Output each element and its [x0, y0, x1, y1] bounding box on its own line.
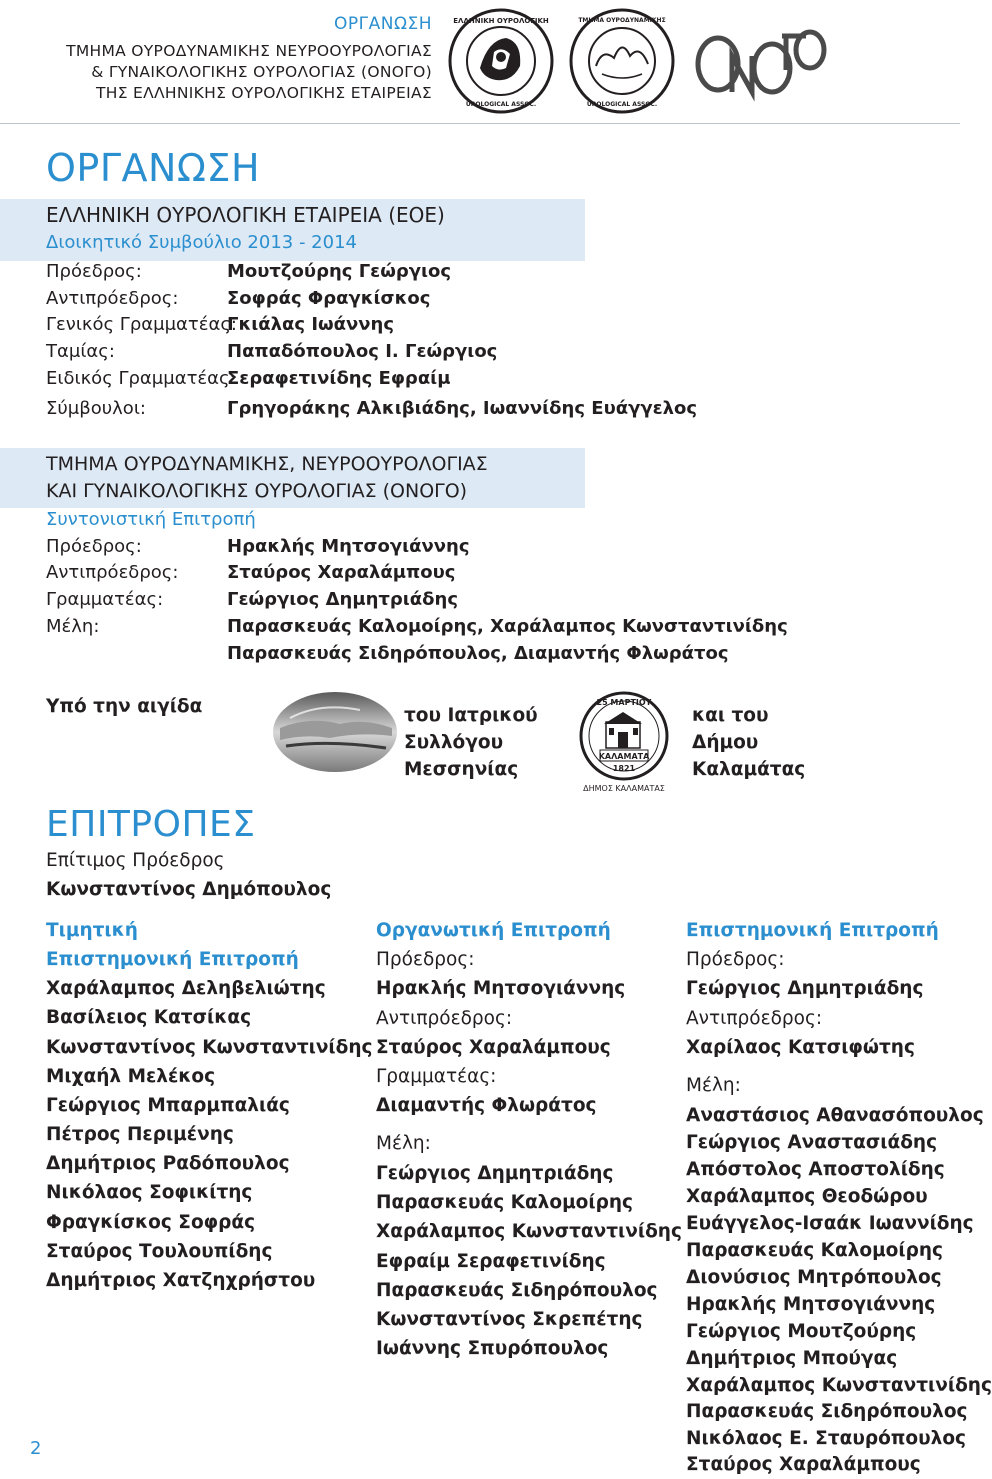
scientific-committee — [686, 0, 992, 1479]
col1-line: Δημήτριος Ραδόπουλος — [46, 1153, 290, 1174]
eoe-label: Γενικός Γραμματέας: — [46, 314, 237, 335]
seal-top-text: 25 ΜΑΡΤΙΟΥ — [596, 698, 652, 707]
honorary-scientific-committee — [46, 0, 373, 1479]
eoe-value: Σεραφετινίδης Εφραίμ — [227, 368, 451, 389]
eoe-label: Ειδικός Γραμματέας: — [46, 368, 236, 389]
page-title: ΟΡΓΑΝΩΣΗ — [46, 146, 261, 190]
col1-line: Μιχαήλ Μελέκος — [46, 1066, 216, 1087]
col1-line: Γεώργιος Μπαρμπαλιάς — [46, 1095, 290, 1116]
col3-line: Πρόεδρος: — [686, 949, 785, 970]
col2-line: Εφραίμ Σεραφετινίδης — [376, 1251, 606, 1272]
auspices-assoc-line-3: Μεσσηνίας — [404, 759, 519, 780]
eoe-label: Ταμίας: — [46, 341, 115, 362]
seal-year-text: 1821 — [612, 764, 636, 773]
auspices-intro: Υπό την αιγίδα — [46, 696, 203, 717]
eoe-board-title: Διοικητικό Συμβούλιο 2013 - 2014 — [46, 232, 357, 253]
col1-line: Φραγκίσκος Σοφράς — [46, 1212, 256, 1233]
col2-line: Κωνσταντίνος Σκρεπέτης — [376, 1309, 643, 1330]
eoe-value: Μουτζούρης Γεώργιος — [227, 261, 452, 282]
header-line-2: & ΓΥΝΑΙΚΟΛΟΓΙΚΗΣ ΟΥΡΟΛΟΓΙΑΣ (ΟΝΟΓΟ) — [91, 63, 432, 81]
col1-line: Δημήτριος Χατζηχρήστου — [46, 1270, 316, 1291]
col1-line: Σταύρος Τουλουπίδης — [46, 1241, 273, 1262]
col3-line: Ευάγγελος-Ισαάκ Ιωαννίδης — [686, 1213, 974, 1234]
onogo-value: Ηρακλής Μητσογιάννης — [227, 536, 470, 557]
col2-line: Ηρακλής Μητσογιάννης — [376, 978, 626, 999]
col2-line: Διαμαντής Φλωράτος — [376, 1095, 597, 1116]
auspices-muni-line-1: και του — [692, 705, 769, 726]
onogo-value: Γεώργιος Δημητριάδης — [227, 589, 459, 610]
eoe-value: Παπαδόπουλος Ι. Γεώργιος — [227, 341, 498, 362]
onogo-label: Γραμματέας: — [46, 589, 164, 610]
onogo-name-line-2: ΚΑΙ ΓΥΝΑΙΚΟΛΟΓΙΚΗΣ ΟΥΡΟΛΟΓΙΑΣ (ΟΝΟΓΟ) — [46, 480, 468, 502]
onogo-value: Παρασκευάς Σιδηρόπουλος, Διαμαντής Φλωράτος — [227, 643, 729, 664]
auspices-muni-line-3: Καλαμάτας — [692, 759, 806, 780]
header-tag: ΟΡΓΑΝΩΣΗ — [334, 14, 432, 34]
header-line-3: ΤΗΣ ΕΛΛΗΝΙΚΗΣ ΟΥΡΟΛΟΓΙΚΗΣ ΕΤΑΙΡΕΙΑΣ — [95, 84, 432, 102]
col3-line: Αντιπρόεδρος: — [686, 1008, 823, 1029]
eoe-label: Σύμβουλοι: — [46, 398, 146, 419]
col3-line: Παρασκευάς Καλομοίρης — [686, 1240, 943, 1261]
seal-city-text: ΚΑΛΑΜΑΤΑ — [598, 752, 650, 761]
col2-line: Μέλη: — [376, 1133, 431, 1154]
auspices-assoc-line-1: του Ιατρικού — [404, 705, 538, 726]
organizing-committee — [376, 0, 682, 1479]
col3-line: Παρασκευάς Σιδηρόπουλος — [686, 1401, 968, 1422]
col3-line: Αναστάσιος Αθανασόπουλος — [686, 1105, 984, 1126]
page-number: 2 — [30, 1438, 42, 1459]
onogo-label: Πρόεδρος: — [46, 536, 142, 557]
honorary-president-name: Κωνσταντίνος Δημόπουλος — [46, 879, 332, 900]
col2-line: Γραμματέας: — [376, 1066, 497, 1087]
col1-line: Πέτρος Περιμένης — [46, 1124, 234, 1145]
onogo-name-line-1: ΤΜΗΜΑ ΟΥΡΟΔΥΝΑΜΙΚΗΣ, ΝΕΥΡΟΟΥΡΟΛΟΓΙΑΣ — [46, 453, 488, 475]
honorary-president-label: Επίτιμος Πρόεδρος — [46, 850, 225, 871]
col2-line: Αντιπρόεδρος: — [376, 1008, 513, 1029]
col3-line: Γεώργιος Αναστασιάδης — [686, 1132, 938, 1153]
col3-line: Χαράλαμπος Θεοδώρου — [686, 1186, 928, 1207]
col3-line: Διονύσιος Μητρόπουλος — [686, 1267, 942, 1288]
col3-line: Απόστολος Αποστολίδης — [686, 1159, 945, 1180]
svg-text:ΤΜΗΜΑ ΟΥΡΟΔΥΝΑΜΙΚΗΣ: ΤΜΗΜΑ ΟΥΡΟΔΥΝΑΜΙΚΗΣ — [578, 17, 666, 24]
eoe-value: Σοφράς Φραγκίσκος — [227, 288, 431, 309]
onogo-committee-title: Συντονιστική Επιτροπή — [46, 509, 256, 530]
auspices-muni-line-2: Δήμου — [692, 732, 759, 753]
col3-line: Ηρακλής Μητσογιάννης — [686, 1294, 936, 1315]
col2-line: Χαράλαμπος Κωνσταντινίδης — [376, 1221, 682, 1242]
col2-line: Οργανωτική Επιτροπή — [376, 920, 611, 941]
col3-line: Μέλη: — [686, 1075, 741, 1096]
col3-line: Επιστημονική Επιτροπή — [686, 920, 939, 941]
col2-line: Σταύρος Χαραλάμπους — [376, 1037, 611, 1058]
svg-text:UROLOGICAL ASSOC.: UROLOGICAL ASSOC. — [586, 101, 658, 108]
seal-caption: ΔΗΜΟΣ ΚΑΛΑΜΑΤΑΣ — [583, 784, 665, 793]
col1-line: Κωνσταντίνος Κωνσταντινίδης — [46, 1037, 373, 1058]
eoe-label: Αντιπρόεδρος: — [46, 288, 179, 309]
col2-line: Πρόεδρος: — [376, 949, 475, 970]
onogo-value: Σταύρος Χαραλάμπους — [227, 562, 456, 583]
header-line-1: ΤΜΗΜΑ ΟΥΡΟΔΥΝΑΜΙΚΗΣ ΝΕΥΡΟΟΥΡΟΛΟΓΙΑΣ — [66, 42, 432, 60]
svg-text:UROLOGICAL ASSOC.: UROLOGICAL ASSOC. — [465, 101, 537, 108]
col2-line: Ιωάννης Σπυρόπουλος — [376, 1338, 609, 1359]
col1-line: Βασίλειος Κατσίκας — [46, 1007, 252, 1028]
auspices-assoc-line-2: Συλλόγου — [404, 732, 504, 753]
col3-line: Γεώργιος Μουτζούρης — [686, 1321, 917, 1342]
onogo-label: Μέλη: — [46, 616, 100, 637]
col2-line: Γεώργιος Δημητριάδης — [376, 1163, 614, 1184]
col2-line: Παρασκευάς Καλομοίρης — [376, 1192, 633, 1213]
col1-line: Τιμητική — [46, 920, 138, 941]
col3-line: Νικόλαος Ε. Σταυρόπουλος — [686, 1428, 967, 1449]
svg-text:ΕΛΛΗΝΙΚΗ ΟΥΡΟΛΟΓΙΚΗ: ΕΛΛΗΝΙΚΗ ΟΥΡΟΛΟΓΙΚΗ — [453, 17, 549, 25]
col1-line: Νικόλαος Σοφικίτης — [46, 1182, 253, 1203]
col2-line: Παρασκευάς Σιδηρόπουλος — [376, 1280, 658, 1301]
col3-line: Χαρίλαος Κατσιφώτης — [686, 1037, 915, 1058]
eoe-value: Γκιάλας Ιωάννης — [227, 314, 395, 335]
col3-line: Χαράλαμπος Κωνσταντινίδης — [686, 1375, 992, 1396]
eoe-value: Γρηγοράκης Αλκιβιάδης, Ιωαννίδης Ευάγγελος — [227, 398, 698, 419]
col3-line: Δημήτριος Μπούγας — [686, 1348, 898, 1369]
eoe-label: Πρόεδρος: — [46, 261, 142, 282]
col1-line: Χαράλαμπος Δεληβελιώτης — [46, 978, 326, 999]
col3-line: Σταύρος Χαραλάμπους — [686, 1454, 921, 1475]
committees-title: ΕΠΙΤΡΟΠΕΣ — [46, 804, 256, 845]
onogo-value: Παρασκευάς Καλομοίρης, Χαράλαμπος Κωνσταντινίδης — [227, 616, 788, 637]
onogo-label: Αντιπρόεδρος: — [46, 562, 179, 583]
col1-line: Επιστημονική Επιτροπή — [46, 949, 299, 970]
col3-line: Γεώργιος Δημητριάδης — [686, 978, 924, 999]
eoe-name: ΕΛΛΗΝΙΚΗ ΟΥΡΟΛΟΓΙΚΗ ΕΤΑΙΡΕΙΑ (ΕΟΕ) — [46, 203, 445, 227]
